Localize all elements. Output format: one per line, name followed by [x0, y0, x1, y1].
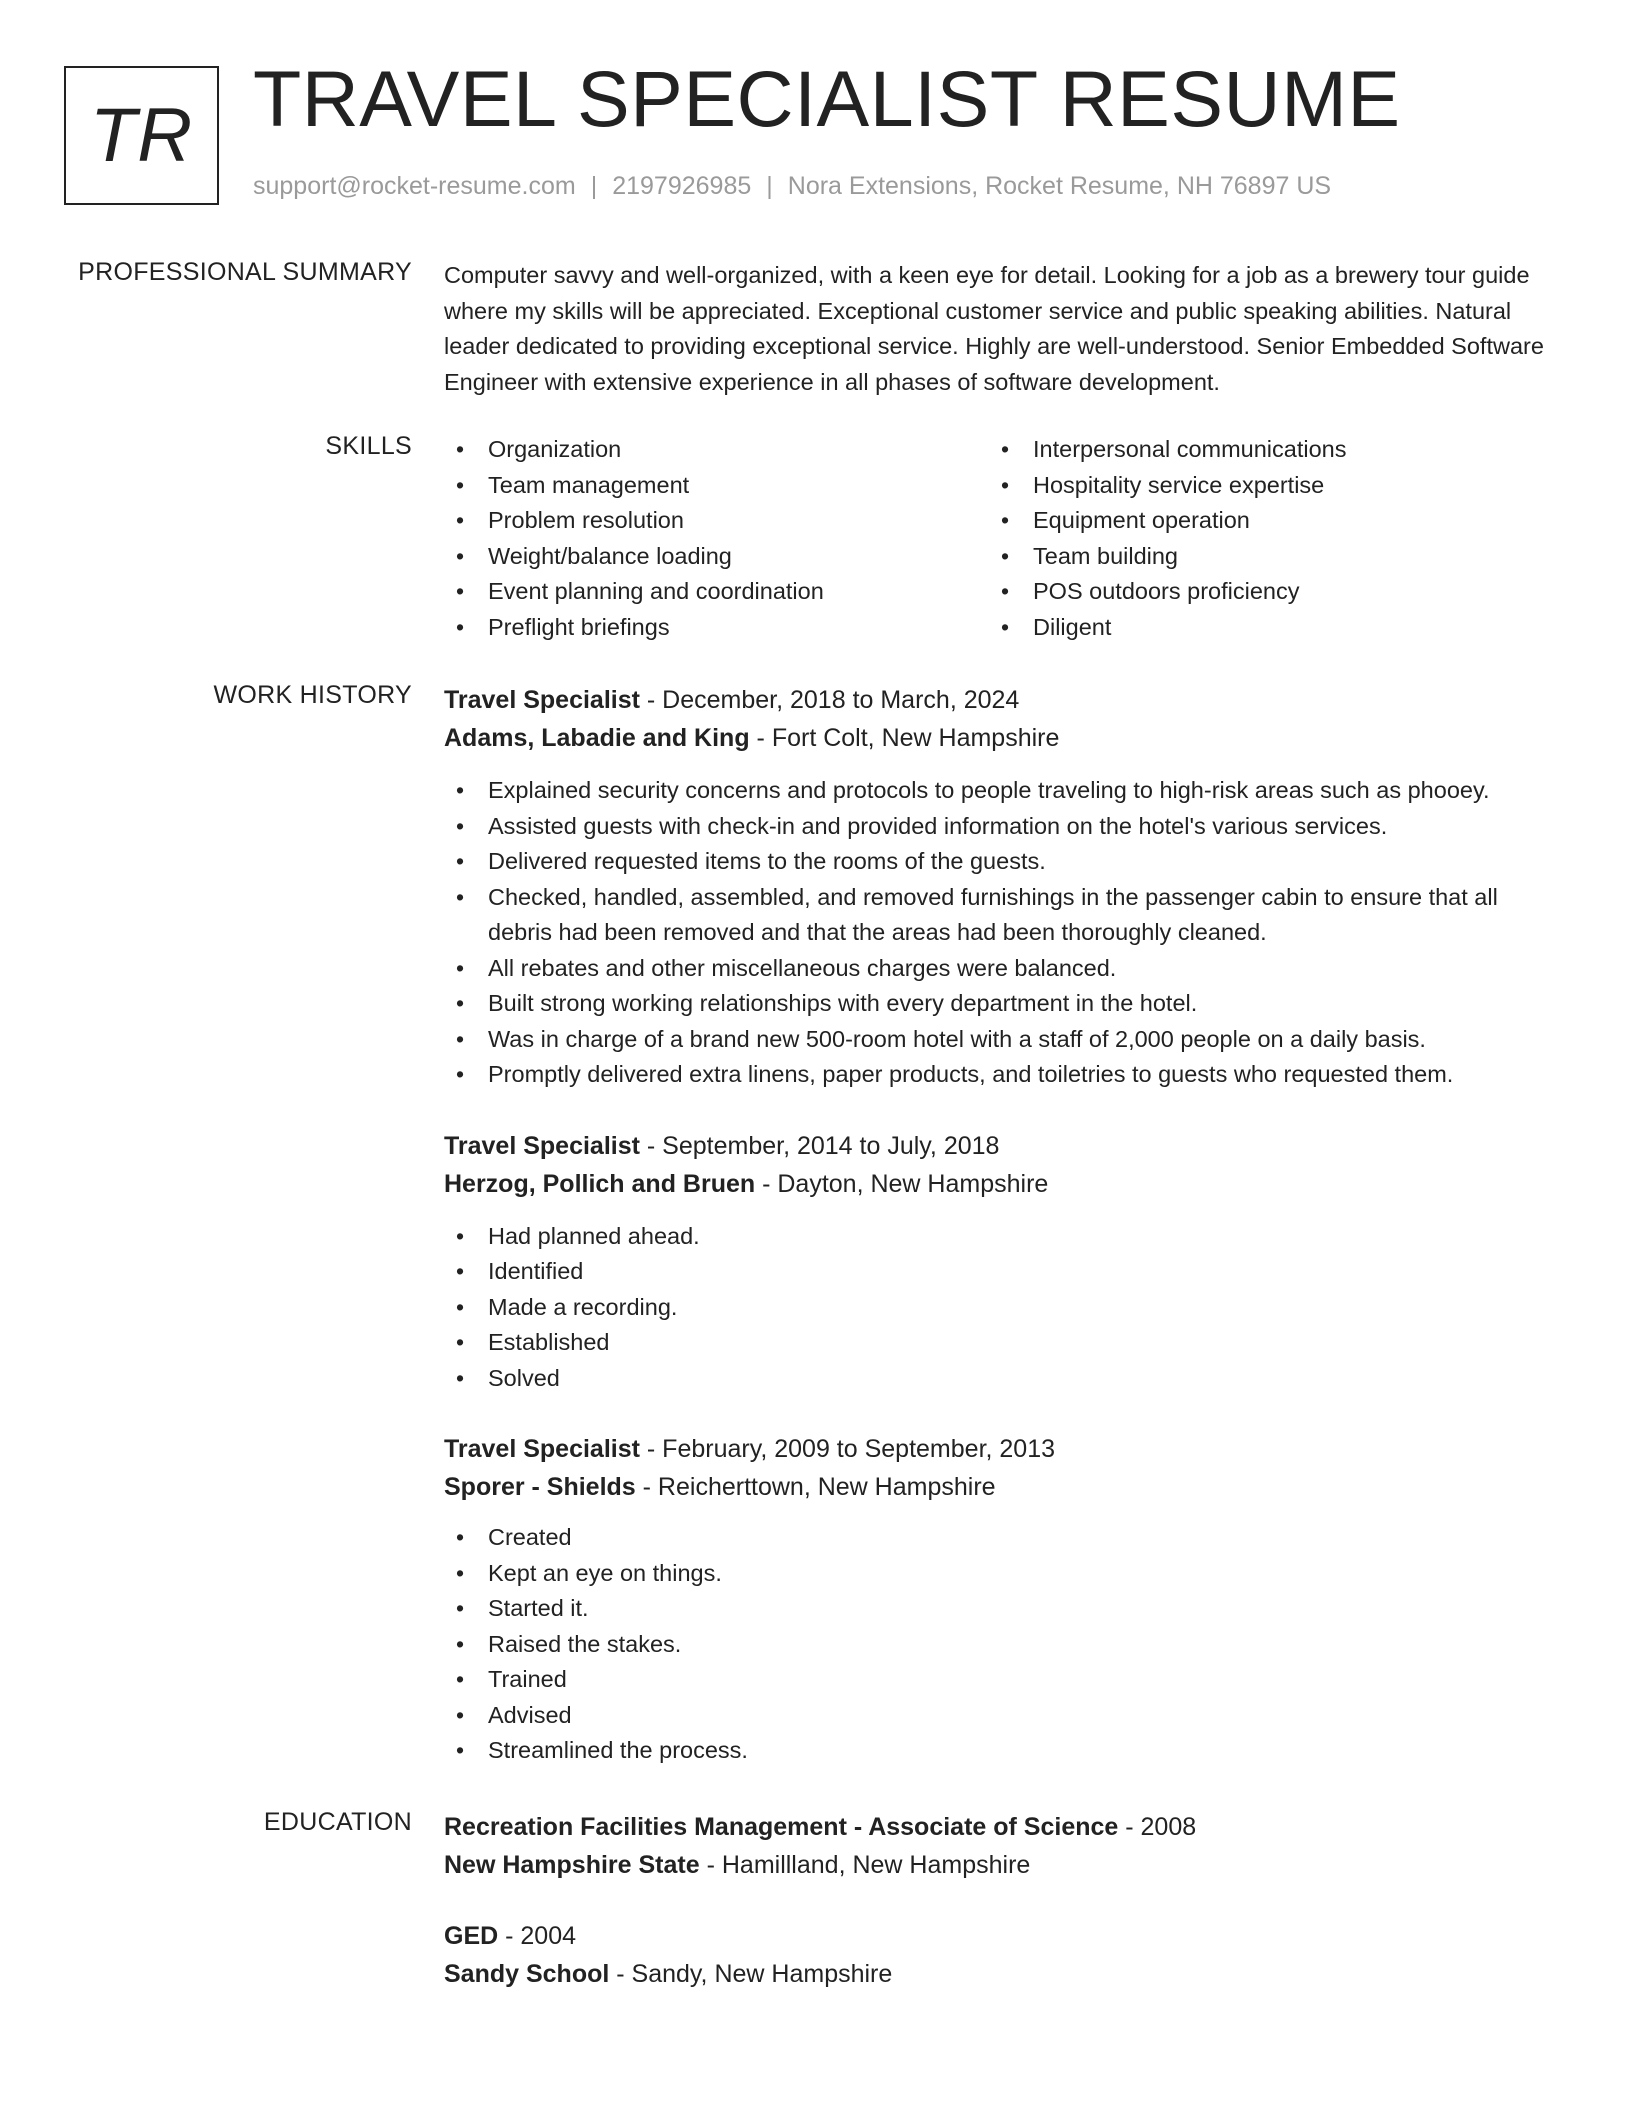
job-location: - Dayton, New Hampshire — [755, 1169, 1049, 1198]
job-bullet: • Checked, handled, assembled, and removed furnishings in the passenger cabin to ensure that all debris had been removed and that the areas had been thoroughly cleaned. — [444, 880, 1554, 951]
job-bullet: • Created — [444, 1520, 1554, 1556]
job-bullet: • Made a recording. — [444, 1290, 1554, 1326]
education-location: - Sandy, New Hampshire — [609, 1960, 893, 1988]
education-school: New Hampshire State — [444, 1851, 700, 1879]
education-degree-line — [444, 1808, 1554, 1846]
skill-item: • Hospitality service expertise — [989, 468, 1534, 504]
education-entry — [444, 1917, 1554, 1993]
section-label-skills: SKILLS — [325, 432, 412, 460]
job-entry — [444, 1127, 1554, 1397]
job-title-line — [444, 681, 1554, 719]
job-bullet: • Advised — [444, 1698, 1554, 1734]
education-degree: GED — [444, 1922, 499, 1950]
skill-item: • POS outdoors proficiency — [989, 574, 1534, 610]
job-bullet: • Assisted guests with check-in and provided information on the hotel's various services. — [444, 809, 1554, 845]
summary-text: Computer savvy and well-organized, with a keen eye for detail. Looking for a job as a brewery tour guide where my skills will be appreciated. Exceptional customer service and public speaking abilities. Natural leader dedicated to providing exceptional service. Highly are well-understood. Senior Embedded Software Engineer with extensive experience in all phases of software development. — [444, 262, 1544, 395]
job-dates: - February, 2009 to September, 2013 — [639, 1435, 1056, 1463]
job-title: Travel Specialist — [444, 1435, 640, 1463]
job-bullet: • Streamlined the process. — [444, 1733, 1554, 1769]
job-title-line — [444, 1127, 1554, 1165]
job-bullet: • All rebates and other miscellaneous charges were balanced. — [444, 951, 1554, 987]
job-bullet: • Built strong working relationships with every department in the hotel. — [444, 986, 1554, 1022]
job-entry — [444, 1430, 1554, 1769]
skills-right-list — [989, 432, 1534, 645]
skill-item: • Team management — [444, 468, 989, 504]
job-company-line — [444, 1165, 1554, 1203]
job-title: Travel Specialist — [444, 686, 640, 714]
skill-item: • Problem resolution — [444, 503, 989, 539]
job-company: Adams, Labadie and King — [444, 724, 750, 752]
job-bullet: • Started it. — [444, 1591, 1554, 1627]
skill-item: • Weight/balance loading — [444, 539, 989, 575]
education-year: - 2004 — [498, 1922, 577, 1950]
job-company-line — [444, 1468, 1554, 1506]
job-dates: - December, 2018 to March, 2024 — [639, 686, 1020, 714]
job-bullet: • Had planned ahead. — [444, 1219, 1554, 1255]
job-location: - Fort Colt, New Hampshire — [749, 724, 1060, 752]
skills-left-list — [444, 432, 989, 645]
skill-item: • Preflight briefings — [444, 610, 989, 646]
job-entry — [444, 681, 1554, 1093]
skill-item: • Organization — [444, 432, 989, 468]
job-company-line — [444, 719, 1554, 757]
skill-item: • Diligent — [989, 610, 1534, 646]
education-degree: Recreation Facilities Management - Associate of Science — [444, 1813, 1119, 1841]
skill-item: • Team building — [989, 539, 1534, 575]
job-location: - Reicherttown, New Hampshire — [635, 1473, 996, 1501]
job-bullets — [444, 1520, 1554, 1769]
education-entry — [444, 1808, 1554, 1884]
section-label-work: WORK HISTORY — [213, 681, 412, 709]
job-bullet: • Established — [444, 1325, 1554, 1361]
skill-item: • Interpersonal communications — [989, 432, 1534, 468]
job-bullet: • Explained security concerns and protocols to people traveling to high-risk areas such as phooey. — [444, 773, 1554, 809]
phone: 2197926985 — [612, 172, 752, 200]
education-school-line — [444, 1846, 1554, 1884]
job-bullet: • Solved — [444, 1361, 1554, 1397]
job-bullet: • Delivered requested items to the rooms of the guests. — [444, 844, 1554, 880]
section-label-education: EDUCATION — [263, 1808, 412, 1836]
address: Nora Extensions, Rocket Resume, NH 76897 US — [787, 172, 1332, 200]
job-bullet: • Identified — [444, 1254, 1554, 1290]
job-title: Travel Specialist — [444, 1131, 640, 1160]
job-bullet: • Kept an eye on things. — [444, 1556, 1554, 1592]
separator: | — [766, 172, 773, 200]
education-location: - Hamillland, New Hampshire — [699, 1851, 1031, 1879]
job-bullet: • Raised the stakes. — [444, 1627, 1554, 1663]
education-school-line — [444, 1955, 1554, 1993]
job-bullet: • Was in charge of a brand new 500-room hotel with a staff of 2,000 people on a daily basis. — [444, 1022, 1554, 1058]
job-bullets — [444, 1219, 1554, 1397]
separator: | — [590, 172, 598, 200]
job-bullet: • Promptly delivered extra linens, paper products, and toiletries to guests who requested them. — [444, 1057, 1554, 1093]
contact-line — [253, 172, 1331, 201]
page-title: TRAVEL SPECIALIST RESUME — [253, 54, 1401, 143]
job-bullets — [444, 773, 1554, 1093]
job-company: Sporer - Shields — [444, 1473, 636, 1501]
email: support@rocket-resume.com — [253, 172, 576, 200]
job-bullet: • Trained — [444, 1662, 1554, 1698]
job-company: Herzog, Pollich and Bruen — [444, 1169, 756, 1198]
job-title-line — [444, 1430, 1554, 1468]
education-school: Sandy School — [444, 1960, 610, 1988]
job-dates: - September, 2014 to July, 2018 — [639, 1131, 1000, 1160]
education-degree-line — [444, 1917, 1554, 1955]
monogram: TR — [64, 66, 219, 205]
skill-item: • Equipment operation — [989, 503, 1534, 539]
section-label-summary: PROFESSIONAL SUMMARY — [78, 258, 412, 286]
education-year: - 2008 — [1118, 1813, 1197, 1841]
skill-item: • Event planning and coordination — [444, 574, 989, 610]
